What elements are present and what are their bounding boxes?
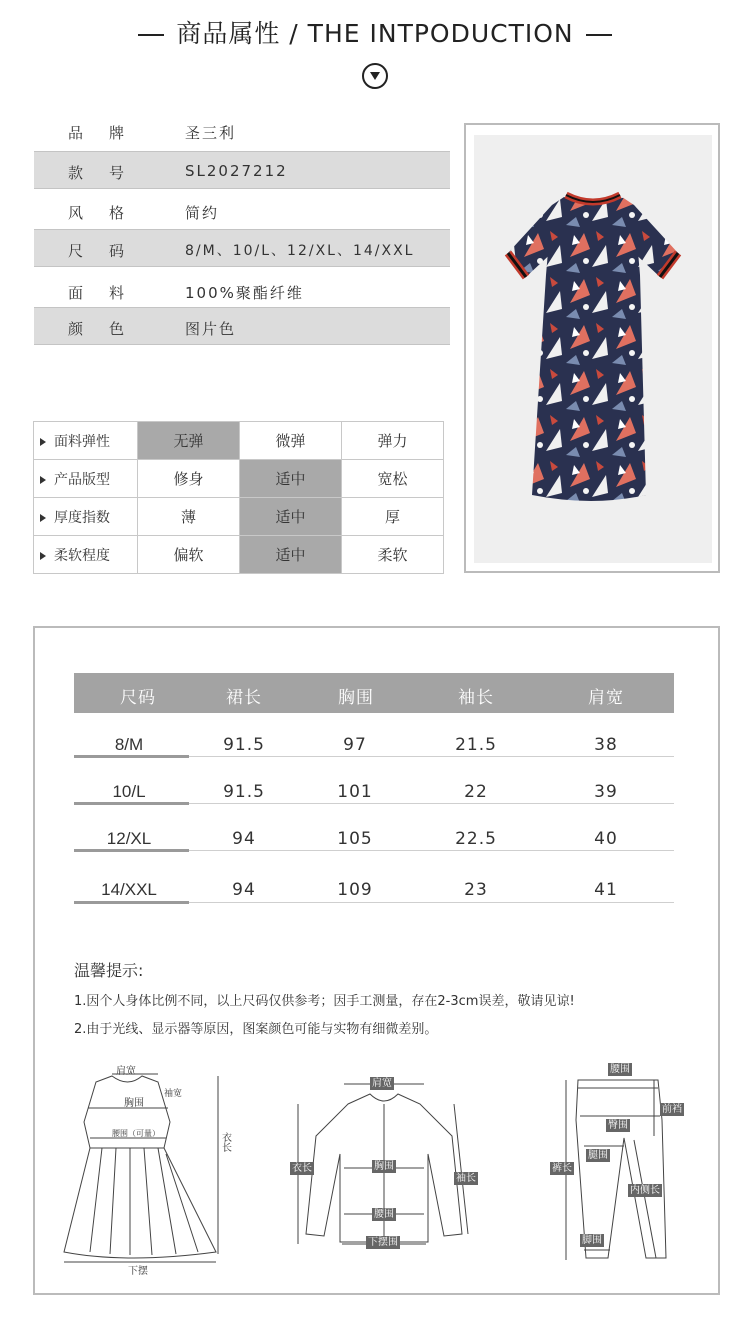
triangle-right-icon: [40, 514, 46, 522]
property-table: [33, 421, 444, 574]
property-label: 面料弹性: [34, 422, 138, 460]
property-option-selected: 适中: [240, 536, 342, 574]
property-option: 偏软: [138, 536, 240, 574]
label-leg-opening: 脚围: [582, 1235, 602, 1246]
attr-value: 圣三利: [185, 124, 237, 142]
triangle-right-icon: [40, 552, 46, 560]
property-label: 柔软程度: [34, 536, 138, 574]
triangle-right-icon: [40, 476, 46, 484]
attr-key: 品牌: [68, 124, 151, 142]
row-divider-accent: [74, 849, 189, 852]
label-length: 衣长: [222, 1133, 232, 1154]
label-front-rise: 前裆: [662, 1104, 682, 1115]
header-sleeve-length: 袖长: [458, 688, 494, 708]
header-size: 尺码: [120, 688, 156, 708]
dress-measurement-diagram: [60, 1062, 240, 1277]
title-dash-right: [586, 34, 612, 36]
header-shoulder-width: 肩宽: [588, 688, 624, 708]
attr-key: 颜色: [68, 320, 151, 338]
row-divider-accent: [74, 802, 189, 805]
property-option: 微弹: [240, 422, 342, 460]
attr-key: 尺码: [68, 242, 151, 260]
attr-row-brand: [34, 112, 450, 150]
property-row-thickness: [34, 498, 444, 536]
attr-value: 简约: [185, 204, 220, 222]
property-option-selected: 适中: [240, 460, 342, 498]
attr-value: 100%聚酯纤维: [185, 284, 304, 302]
property-option: 宽松: [342, 460, 444, 498]
shirt-measurement-diagram: [288, 1074, 488, 1254]
tip-line: 1.因个人身体比例不同，以上尺码仅供参考；因手工测量，存在2-3cm误差，敬请见谅!: [74, 994, 575, 1009]
attr-row-color: [34, 307, 450, 345]
property-option: 厚: [342, 498, 444, 536]
label-outseam: 裤长: [552, 1163, 572, 1174]
size-table-header: [74, 673, 674, 713]
section-title-text: 商品属性 / THE INTPODUCTION: [176, 19, 574, 48]
tip-line: 2.由于光线、显示器等原因，图案颜色可能与实物有细微差别。: [74, 1022, 438, 1037]
property-option: 薄: [138, 498, 240, 536]
label-thigh: 腿围: [588, 1150, 608, 1161]
attr-row-style-number: [34, 151, 450, 189]
property-label: 产品版型: [34, 460, 138, 498]
label-waist: 腰围: [374, 1209, 394, 1220]
triangle-right-icon: [40, 438, 46, 446]
chevron-down-icon: [362, 63, 388, 89]
label-inseam: 内侧长: [630, 1185, 660, 1196]
product-photo-frame: [464, 123, 720, 573]
property-option-selected: 无弹: [138, 422, 240, 460]
attr-key: 风格: [68, 204, 151, 222]
attr-value: 图片色: [185, 320, 237, 338]
property-row-softness: [34, 536, 444, 574]
product-photo: [474, 135, 712, 563]
property-option: 弹力: [342, 422, 444, 460]
label-bust: 胸围: [374, 1161, 394, 1172]
label-shoulder: 肩宽: [372, 1078, 392, 1089]
attr-row-fabric: [34, 272, 450, 310]
row-divider-accent: [74, 901, 189, 904]
tips-title: 温馨提示:: [74, 961, 144, 980]
label-waist: 腰围: [610, 1064, 630, 1075]
attr-value: SL2027212: [185, 162, 288, 180]
title-dash-left: [138, 34, 164, 36]
property-label: 厚度指数: [34, 498, 138, 536]
label-shoulder: 肩宽: [116, 1066, 136, 1077]
attr-key: 面料: [68, 284, 151, 302]
attr-row-size: [34, 229, 450, 267]
label-hem: 下摆: [128, 1266, 148, 1277]
pants-measurement-diagram: [548, 1060, 698, 1270]
property-option: 修身: [138, 460, 240, 498]
label-length: 衣长: [292, 1163, 312, 1174]
property-option: 柔软: [342, 536, 444, 574]
property-option-selected: 适中: [240, 498, 342, 536]
section-title: [0, 14, 750, 50]
attr-key: 款号: [68, 164, 151, 182]
header-bust: 胸围: [338, 688, 374, 708]
property-row-fit: [34, 460, 444, 498]
attr-row-style: [34, 192, 450, 230]
label-hip: 臀围: [608, 1120, 628, 1131]
header-dress-length: 裙长: [226, 688, 262, 708]
label-sleeve: 袖长: [456, 1173, 476, 1184]
label-waist: 腰围（可量）: [112, 1129, 160, 1138]
label-bust: 胸围: [124, 1098, 144, 1109]
dress-illustration: [474, 135, 712, 563]
property-row-elasticity: [34, 422, 444, 460]
label-sleeve: 袖宽: [164, 1089, 183, 1099]
attr-value: 8/M、10/L、12/XL、14/XXL: [185, 243, 415, 259]
row-divider-accent: [74, 755, 189, 758]
label-hem: 下摆围: [368, 1237, 398, 1248]
